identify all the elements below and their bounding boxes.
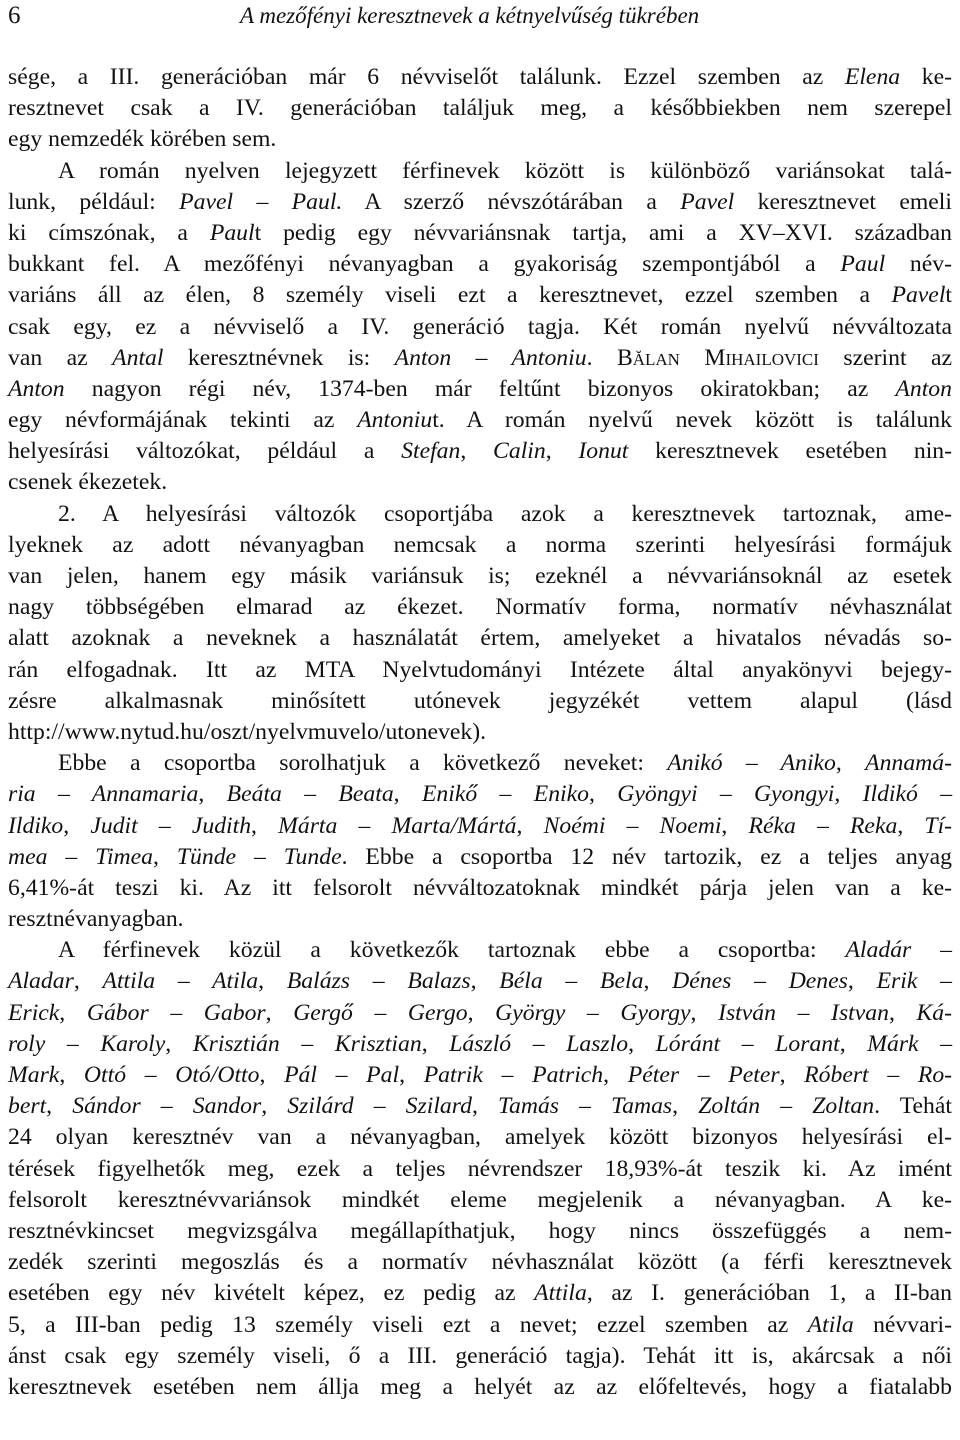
italic-run: Pál – Pal [284, 1062, 400, 1088]
italic-run: Anton – Antoniu [394, 344, 587, 371]
text-run: , [589, 781, 618, 808]
text-run: csak egy, ez a névviselő a IV. generáció tagja. Két román nyelvű névváltozata [8, 313, 952, 340]
text-run: 5, a III-ban pedig 13 személy viseli ezt a nevet; ezzel szemben az [8, 1311, 808, 1338]
text-line [8, 343, 952, 374]
italic-run: Sándor – Sandor [72, 1093, 262, 1120]
text-run: , [834, 781, 863, 808]
text-line [8, 935, 952, 966]
italic-run: Annamá- [865, 750, 952, 777]
text-run: alatt azoknak a neveknek a használatát értem, amelyeket a hivatalos névadás so- [8, 625, 952, 652]
text-run: , [265, 999, 294, 1026]
italic-run: Gyöngyi – Gyongyi [617, 781, 835, 808]
text-run: van az [8, 344, 113, 371]
text-run: , [471, 1093, 498, 1120]
italic-run: Antoniu [357, 407, 433, 434]
text-run: , [779, 1062, 805, 1088]
page-number: 6 [8, 2, 21, 29]
italic-run: bert [8, 1093, 47, 1120]
italic-run: Gábor – Gabor [86, 999, 266, 1026]
italic-run: Róbert – Ro- [804, 1062, 953, 1088]
italic-run: Beáta – Beata [226, 781, 394, 808]
text-run: ke- [900, 64, 952, 90]
italic-run: Réka – Reka [748, 812, 898, 839]
italic-run: Ottó – Otó/Otto [83, 1062, 260, 1088]
text-run: nagy többségében elmarad az ékezet. Normatív forma, normatív névhasználat [8, 594, 952, 621]
text-run: , [165, 1030, 193, 1057]
text-run: bukkant fel. A mezőfényi névanyagban a gyakoriság szempontjából a [8, 251, 841, 278]
text-run: keresztnévnek is: [163, 344, 395, 371]
italic-run: Mark [8, 1062, 60, 1088]
text-run: , [46, 1093, 73, 1120]
text-run: rán elfogadnak. Itt az MTA Nyelvtudományi Intézete által anyakönyvi bejegy- [8, 656, 952, 683]
italic-run: Patrik – Patrich [423, 1062, 604, 1088]
italic-run: Anton [895, 375, 952, 402]
italic-run: Attila – Atila [102, 968, 259, 995]
page-header [8, 0, 940, 40]
text-run: Ebbe a csoportba sorolhatjuk a következő neveket: [58, 750, 668, 777]
italic-run: Zoltán – Zoltan [698, 1093, 875, 1120]
italic-run: ria – Annamaria [8, 781, 199, 808]
text-run: resztnévkincset megvizsgálva megállapíthatjuk, hogy nincs összefüggés a nem- [8, 1217, 952, 1244]
text-line [8, 187, 952, 218]
italic-run: Enikő – Eniko [421, 781, 589, 808]
text-run: t pedig egy névvariánsnak tartja, ami a XV–XVI. században [254, 219, 952, 246]
text-line [8, 1341, 952, 1372]
text-line [8, 405, 952, 436]
italic-run: Szilárd – Szilard [287, 1093, 472, 1120]
text-run: , [63, 812, 91, 839]
text-run: resztnévanyagban. [8, 906, 184, 933]
text-line [8, 499, 952, 530]
italic-run: Márta – Marta/Mártá [278, 812, 517, 839]
text-line [8, 561, 952, 592]
text-run: lyeknek az adott névanyagban nemcsak a norma szerinti helyesírási formájuk [8, 531, 952, 558]
italic-run: Gergő – Gergo [293, 999, 468, 1026]
text-line [8, 623, 952, 654]
text-run: egy névformájának tekinti az [8, 407, 358, 434]
text-line [8, 1091, 952, 1122]
text-run: , [643, 968, 673, 995]
text-line [8, 811, 952, 842]
text-run: , [460, 438, 494, 465]
text-run: A férfinevek közül a következők tartoznak ebbe a csoportba: [58, 937, 846, 964]
text-run: 6,41%-át teszi ki. Az itt felsorolt névváltozatoknak mindkét párja jelen van a ke- [8, 874, 952, 901]
text-line [8, 966, 952, 997]
text-run: , [467, 999, 496, 1026]
italic-run: Pavel [891, 282, 946, 309]
text-line [8, 467, 952, 498]
text-run: 2. A helyesírási változók csoportjába azok a keresztnevek tartoznak, ame- [58, 500, 952, 527]
text-line [8, 312, 952, 343]
italic-run: Erick [8, 999, 60, 1026]
italic-run: Tamás – Tamas [498, 1093, 673, 1120]
text-line [8, 1310, 952, 1341]
text-run: egy nemzedék körében sem. [8, 126, 277, 153]
text-line [8, 218, 952, 249]
italic-run: Paul [840, 251, 886, 278]
text-run: , [421, 1030, 450, 1057]
text-line [8, 873, 952, 904]
italic-run: Krisztián – Krisztian [192, 1030, 422, 1057]
text-run: nagyon régi név, 1374-ben már feltűnt bizonyos okiratokban; az [64, 375, 896, 402]
text-line [8, 842, 952, 873]
text-line [8, 655, 952, 686]
text-line [8, 748, 952, 779]
text-run: , [672, 1093, 699, 1120]
text-run: , [628, 1030, 656, 1057]
italic-run: Pavel [680, 188, 735, 215]
text-run: keresztnevet emeli [734, 188, 952, 215]
text-run: helyesírási változókat, például a [8, 438, 402, 465]
text-run: A szerző névszótárában a [342, 188, 681, 215]
italic-run: Péter – Peter [627, 1062, 780, 1088]
text-run: , [198, 781, 227, 808]
italic-run: Anton [8, 375, 65, 402]
text-run: , [888, 999, 917, 1026]
smallcaps-run: Bălan Mihailovici [616, 344, 819, 371]
italic-run: roly – Karoly [8, 1030, 166, 1057]
text-run: , [721, 812, 749, 839]
text-line [8, 1372, 952, 1403]
italic-run: Aladár – [845, 937, 952, 964]
text-run: térések figyelhetők meg, ezek a teljes névrendszer 18,93%-át teszik ki. Az imént [8, 1155, 952, 1182]
italic-run: Ká- [916, 999, 953, 1026]
text-run: csenek ékezetek. [8, 469, 168, 496]
text-line [8, 156, 952, 187]
text-run: név- [885, 251, 953, 278]
text-run: , az I. generációban 1, a II-ban [586, 1280, 952, 1307]
text-line [8, 530, 952, 561]
text-line [8, 779, 952, 810]
text-run: zésre alkalmasnak minősített utónevek jegyzékét vettem alapul (lásd [8, 687, 952, 714]
text-run: http://www.nytud.hu/oszt/nyelvmuvelo/utonevek). [8, 718, 487, 745]
text-run: , [470, 968, 500, 995]
italic-run: Tünde – Tunde [176, 843, 342, 870]
text-run: , [258, 968, 287, 995]
text-line [8, 62, 952, 93]
italic-run: Márk – [867, 1030, 953, 1057]
italic-run: Dénes – Denes [672, 968, 848, 995]
italic-run: Anikó – Aniko [667, 750, 836, 777]
italic-run: Lóránt – Lorant [655, 1030, 840, 1057]
italic-run: Paul [209, 219, 255, 246]
running-title: A mezőfényi keresztnevek a kétnyelvűség tükrében [240, 3, 700, 28]
text-run: esetében egy név kivételt képez, ez pedig az [8, 1280, 535, 1307]
text-line [8, 1154, 952, 1185]
text-line [8, 249, 952, 280]
text-line [8, 1185, 952, 1216]
text-run: variáns áll az élen, 8 személy viseli ezt a keresztnevet, ezzel szemben a [8, 282, 892, 309]
text-run: , [59, 999, 87, 1026]
text-run: . Ebbe a csoportba 12 név tartozik, ez a teljes anyag [341, 843, 952, 870]
text-run: , [153, 843, 177, 870]
italic-run: Judit – Judith [90, 812, 252, 839]
text-run: , [545, 438, 579, 465]
italic-run: Antal [112, 344, 164, 371]
text-run: , [59, 1062, 84, 1088]
text-run: , [251, 812, 279, 839]
text-run: keresztnevek esetében nin- [628, 438, 953, 465]
text-run: t [945, 282, 952, 309]
text-line [8, 124, 952, 155]
text-run: t. A román nyelvű nevek között is találunk [432, 407, 952, 434]
text-line [8, 1122, 952, 1153]
italic-run: Attila [534, 1280, 587, 1307]
text-line [8, 280, 952, 311]
italic-run: Pavel – Paul. [179, 188, 343, 215]
body-text [8, 62, 952, 1403]
text-line [8, 1247, 952, 1278]
text-line [8, 1029, 952, 1060]
italic-run: Aladar [8, 968, 74, 995]
italic-run: Stefan [401, 438, 461, 465]
text-run: resztnevet csak a IV. generációban találjuk meg, a későbbiekben nem szerepel [8, 95, 952, 122]
text-line [8, 374, 952, 405]
italic-run: Ionut [578, 438, 629, 465]
italic-run: Ildiko [8, 812, 64, 839]
text-run: , [261, 1093, 288, 1120]
text-line [8, 904, 952, 935]
text-line [8, 1060, 952, 1091]
text-run: sége, a III. generációban már 6 névviselőt találunk. Ezzel szemben az [8, 64, 845, 90]
text-run: van jelen, hanem egy másik variánsuk is; ezeknél a névvariánsoknál az esetek [8, 563, 952, 589]
text-run: , [259, 1062, 285, 1088]
text-line [8, 717, 952, 748]
italic-run: László – Laszlo [449, 1030, 629, 1057]
text-run: felsorolt keresztnévvariánsok mindkét eleme megjelenik a névanyagban. A ke- [8, 1186, 952, 1213]
italic-run: Noémi – Noemi [543, 812, 722, 839]
text-run: , [839, 1030, 868, 1057]
text-line [8, 436, 952, 467]
text-run: , [835, 750, 866, 777]
text-run: , [603, 1062, 628, 1088]
text-run: névvari- [853, 1311, 952, 1338]
italic-run: György – Gyorgy [495, 999, 691, 1026]
italic-run: Tí- [924, 812, 953, 839]
text-run: lunk, például: [8, 188, 180, 215]
text-run: ki címszónak, a [8, 219, 210, 246]
italic-run: Béla – Bela [499, 968, 644, 995]
text-line [8, 1278, 952, 1309]
italic-run: Erik – [876, 968, 952, 995]
text-run: , [847, 968, 877, 995]
italic-run: Calin [493, 438, 546, 465]
text-line [8, 93, 952, 124]
text-line [8, 686, 952, 717]
text-run: , [399, 1062, 424, 1088]
text-run: , [516, 812, 544, 839]
text-run: . [586, 344, 617, 371]
text-line [8, 998, 952, 1029]
italic-run: Atila [807, 1311, 854, 1338]
italic-run: mea – Timea [8, 843, 154, 870]
text-run: , [690, 999, 719, 1026]
text-run: keresztnevek esetében nem állja meg a helyét az az előfeltevés, hogy a fiatalabb [8, 1373, 952, 1400]
italic-run: István – Istvan [718, 999, 889, 1026]
italic-run: Ildikó – [862, 781, 953, 808]
text-run: zedék szerinti megoszlás és a normatív névhasználat között (a férfi keresztnevek [8, 1249, 952, 1276]
italic-run: Balázs – Balazs [286, 968, 471, 995]
text-run: . Tehát [874, 1093, 952, 1120]
text-run: , [73, 968, 103, 995]
text-run: szerint az [818, 344, 952, 371]
text-run: 24 olyan keresztnév van a névanyagban, amelyek között bizonyos helyesírási el- [8, 1124, 952, 1151]
text-run: A román nyelven lejegyzett férfinevek között is különböző variánsokat talá- [58, 157, 952, 184]
text-line [8, 592, 952, 623]
text-run: , [897, 812, 925, 839]
italic-run: Elena [844, 64, 901, 90]
text-run: , [393, 781, 422, 808]
text-line [8, 1216, 952, 1247]
text-run: ánst csak egy személy viseli, ő a III. generáció tagja). Tehát itt is, akárcsak a női [8, 1342, 952, 1369]
